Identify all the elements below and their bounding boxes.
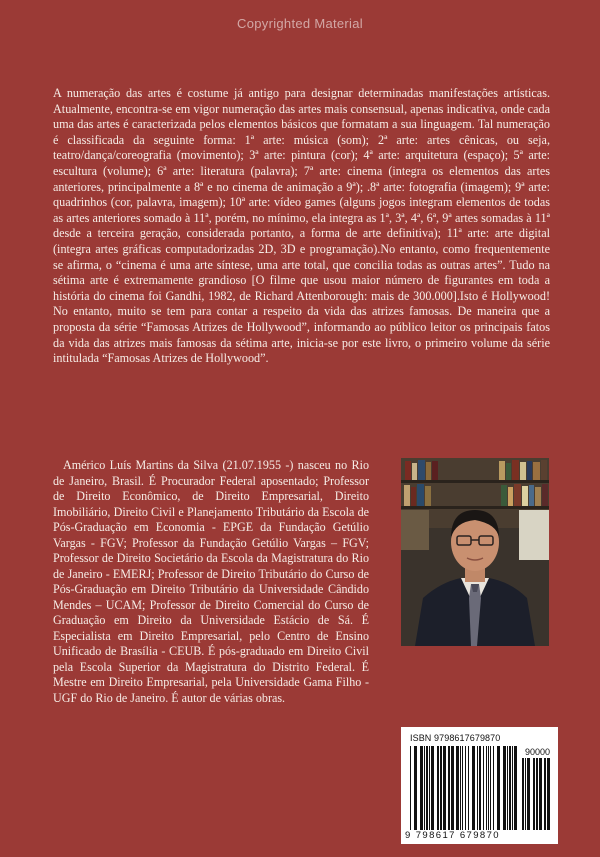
isbn-barcode	[401, 727, 558, 844]
barcode-stripe	[426, 746, 428, 830]
barcode-addon-bars	[522, 758, 552, 830]
barcode-stripe	[468, 746, 469, 830]
barcode-stripe	[486, 746, 487, 830]
barcode-stripe	[477, 746, 478, 830]
barcode-stripe	[544, 758, 546, 830]
barcode-stripe	[514, 746, 517, 830]
author-biography: Américo Luís Martins da Silva (21.07.1955 -) nasceu no Rio de Janeiro, Brasil. É Procurador Federal aposentado; Professor de Direito Econômico, de Direito Empresarial, Direito Imobiliário, Direito Civil e Planejamento Tributário da Escola de Pós-Graduação em Economia - EPGE da Fundação Getúlio Vargas - FGV; Professor da Fundação Getúlio Vargas – FGV; Professor de Direito Societário da Escola da Magistratura do Rio de Janeiro - EMERJ; Professor de Direito Tributário do Curso de Pós-Graduação em Direito Tributário da Universidade Cândido Mendes – UCAM; Professor de Direito Comercial do Curso de Graduação em Direito da Universidade Estácio de Sá. É Especialista em Direito Empresarial, pelo Centro de Ensino Unificado de Brasília - CEUB. É pós-graduado em Direito Civil pela Escola Superior da Magistratura do Distrito Federal. É Mestre em Direito Empresarial, pela Universidade Gama Filho - UGF do Rio de Janeiro. É autor de várias obras.	[53, 458, 369, 705]
barcode-stripe	[410, 746, 411, 830]
barcode-stripe	[483, 746, 484, 830]
barcode-stripe	[456, 746, 459, 830]
author-portrait-image	[401, 458, 549, 646]
barcode-stripe	[440, 746, 442, 830]
isbn-label: ISBN 9798617679870	[410, 733, 501, 743]
copyright-watermark: Copyrighted Material	[237, 16, 363, 31]
barcode-stripe	[429, 746, 430, 830]
barcode-stripe	[462, 746, 463, 830]
barcode-stripe	[512, 746, 513, 830]
barcode-bars	[410, 746, 518, 830]
barcode-digits: 9 798617 679870	[405, 830, 500, 841]
barcode-stripe	[490, 746, 491, 830]
barcode-stripe	[493, 746, 494, 830]
barcode-stripe	[465, 746, 466, 830]
barcode-stripe	[448, 746, 450, 830]
barcode-stripe	[497, 746, 500, 830]
barcode-stripe	[488, 746, 489, 830]
barcode-stripe	[503, 746, 506, 830]
barcode-stripe	[547, 758, 550, 830]
barcode-price-code: 90000	[524, 747, 550, 757]
barcode-stripe	[414, 746, 417, 830]
barcode-stripe	[536, 758, 538, 830]
barcode-stripe	[507, 746, 508, 830]
author-photo	[401, 458, 549, 646]
book-synopsis: A numeração das artes é costume já antigo para designar determinadas manifestações artísticas. Atualmente, encontra-se em vigor numeração das artes mais consensual, apenas indicativa, onde cada uma das artes é caracterizada pelos elementos básicos que formatam a sua linguagem. Tal numeração é classificada da seguinte forma: 1ª arte: música (som); 2ª arte: artes cênicas, ou seja, teatro/dança/coreografia (movimento); 3ª arte: pintura (cor); 4ª arte: arquitetura (espaço); 5ª arte: escultura (volume); 6ª arte: literatura (palavra); 7ª arte: cinema (integra os elementos das artes anteriores, principalmente a 8ª e no cinema de animação a 9ª); .8ª arte: fotografia (imagem); 9ª arte: quadrinhos (cor, palavra, imagem); 10ª arte: vídeo games (alguns jogos integram elementos de todas as artes anteriores somado à 11ª, porém, no mínimo, ela integra as 1ª, 3ª, 4ª, 6ª, 9ª artes somadas à 11ª desde a terceira geração, considerada portanto, a forma de arte definitiva); 11ª arte: arte digital (integra artes gráficas computadorizadas 2D, 3D e programação).No entanto, como frequentemente se afirma, o “cinema é uma arte síntese, uma arte total, que concilia todas as outras artes”. Tudo na sétima arte é extremamente grandioso [O filme que usou maior número de figurantes em toda a história do cinema foi Gandhi, 1982, de Richard Attenborough: mais de 300.000].Isto é Hollywood! No entanto, muito se tem para contar a respeito da vida das atrizes famosas. De maneira que a proposta da série “Famosas Atrizes de Hollywood”, informando ao público leitor os principais fatos da vida das atrizes mais famosas da sétima arte, inicia-se por este livro, o primeiro volume da série intitulada “Famosas Atrizes de Hollywood”.	[53, 86, 550, 366]
barcode-stripe	[437, 746, 439, 830]
barcode-stripe	[525, 758, 526, 830]
barcode-stripe	[509, 746, 511, 830]
barcode-stripe	[420, 746, 423, 830]
barcode-stripe	[451, 746, 454, 830]
barcode-stripe	[431, 746, 434, 830]
barcode-stripe	[424, 746, 425, 830]
barcode-stripe	[460, 746, 461, 830]
barcode-stripe	[527, 758, 530, 830]
barcode-stripe	[522, 758, 524, 830]
barcode-stripe	[472, 746, 475, 830]
barcode-stripe	[443, 746, 446, 830]
barcode-stripe	[479, 746, 481, 830]
barcode-stripe	[539, 758, 542, 830]
barcode-stripe	[533, 758, 535, 830]
